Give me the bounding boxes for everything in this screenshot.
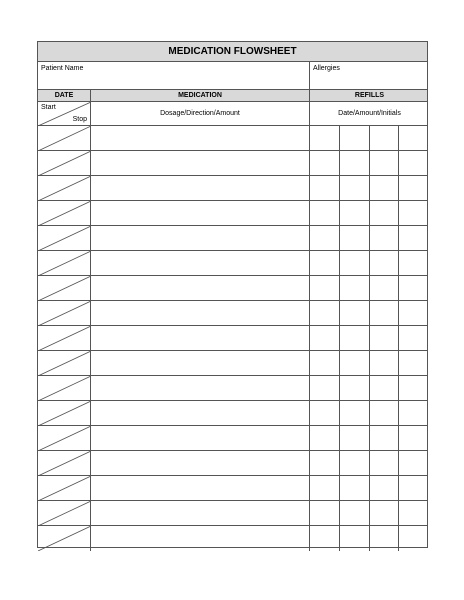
table-row (38, 176, 427, 201)
diagonal-divider (38, 326, 91, 351)
diagonal-divider (38, 276, 91, 301)
date-start-stop-cell[interactable] (38, 176, 91, 200)
subheader-dosage: Dosage/Direction/Amount (91, 102, 310, 125)
date-start-stop-cell[interactable] (38, 251, 91, 275)
table-row (38, 376, 427, 401)
refill-cell-4[interactable] (399, 201, 429, 225)
refill-cell-1[interactable] (310, 301, 340, 325)
diagonal-divider (38, 376, 91, 401)
refill-cell-4[interactable] (399, 326, 429, 350)
refill-cell-4[interactable] (399, 301, 429, 325)
column-header-row (38, 90, 427, 102)
refill-cell-3[interactable] (370, 401, 399, 425)
table-row (38, 151, 427, 176)
table-row (38, 301, 427, 326)
refill-cell-3[interactable] (370, 176, 399, 200)
refill-cell-4[interactable] (399, 501, 429, 525)
medication-cell[interactable] (91, 476, 310, 500)
refill-cell-1[interactable] (310, 526, 340, 551)
diagonal-divider (38, 526, 91, 551)
refill-cell-1[interactable] (310, 351, 340, 375)
refill-cell-4[interactable] (399, 451, 429, 475)
medication-cell[interactable] (91, 301, 310, 325)
refill-cell-3[interactable] (370, 151, 399, 175)
subheader-stop: Stop (72, 116, 87, 123)
date-start-stop-cell[interactable] (38, 201, 91, 225)
date-start-stop-cell[interactable] (38, 451, 91, 475)
diagonal-divider (38, 476, 91, 501)
table-row (38, 351, 427, 376)
refill-cell-1[interactable] (310, 126, 340, 150)
table-row (38, 226, 427, 251)
refill-cell-3[interactable] (370, 426, 399, 450)
refill-cell-4[interactable] (399, 126, 429, 150)
medication-cell[interactable] (91, 326, 310, 350)
entry-rows (38, 126, 427, 551)
diagonal-divider (38, 151, 91, 176)
medication-cell[interactable] (91, 501, 310, 525)
refill-cell-1[interactable] (310, 251, 340, 275)
refill-cell-1[interactable] (310, 176, 340, 200)
date-start-stop-cell[interactable] (38, 501, 91, 525)
diagonal-divider (38, 451, 91, 476)
refill-cell-4[interactable] (399, 526, 429, 551)
table-row (38, 501, 427, 526)
table-row (38, 251, 427, 276)
refill-cell-4[interactable] (399, 151, 429, 175)
medication-cell[interactable] (91, 126, 310, 150)
date-start-stop-cell[interactable] (38, 351, 91, 375)
refill-cell-1[interactable] (310, 151, 340, 175)
refill-cell-4[interactable] (399, 226, 429, 250)
date-start-stop-cell[interactable] (38, 401, 91, 425)
date-start-stop-cell[interactable] (38, 301, 91, 325)
refill-cell-3[interactable] (370, 201, 399, 225)
refill-cell-4[interactable] (399, 376, 429, 400)
table-row (38, 526, 427, 551)
refill-cell-3[interactable] (370, 501, 399, 525)
patient-name-label: Patient Name (41, 65, 84, 72)
refill-cell-2[interactable] (340, 151, 370, 175)
refill-cell-2[interactable] (340, 251, 370, 275)
refill-cell-4[interactable] (399, 401, 429, 425)
refill-cell-4[interactable] (399, 176, 429, 200)
diagonal-divider (38, 501, 91, 526)
refill-cell-3[interactable] (370, 226, 399, 250)
refill-cell-1[interactable] (310, 276, 340, 300)
refill-cell-3[interactable] (370, 251, 399, 275)
refill-cell-3[interactable] (370, 451, 399, 475)
medication-flowsheet-form (37, 41, 428, 548)
medication-cell[interactable] (91, 451, 310, 475)
table-row (38, 201, 427, 226)
table-row (38, 326, 427, 351)
refill-cell-2[interactable] (340, 301, 370, 325)
refill-cell-1[interactable] (310, 401, 340, 425)
diagonal-divider (38, 126, 91, 151)
refill-cell-1[interactable] (310, 501, 340, 525)
date-start-stop-cell[interactable] (38, 226, 91, 250)
refill-cell-4[interactable] (399, 276, 429, 300)
medication-cell[interactable] (91, 151, 310, 175)
refill-cell-1[interactable] (310, 226, 340, 250)
medication-cell[interactable] (91, 376, 310, 400)
refill-cell-2[interactable] (340, 126, 370, 150)
date-start-stop-cell[interactable] (38, 126, 91, 150)
allergies-field[interactable] (310, 62, 429, 89)
refill-cell-1[interactable] (310, 476, 340, 500)
refill-cell-1[interactable] (310, 201, 340, 225)
diagonal-divider (38, 201, 91, 226)
refill-cell-4[interactable] (399, 351, 429, 375)
medication-cell[interactable] (91, 351, 310, 375)
diagonal-divider (38, 351, 91, 376)
refill-cell-4[interactable] (399, 426, 429, 450)
refill-cell-2[interactable] (340, 326, 370, 350)
date-start-stop-cell[interactable] (38, 326, 91, 350)
table-row (38, 476, 427, 501)
date-start-stop-cell[interactable] (38, 526, 91, 551)
diagonal-divider (38, 226, 91, 251)
refill-cell-2[interactable] (340, 426, 370, 450)
header-refills: REFILLS (354, 92, 385, 99)
refill-cell-1[interactable] (310, 426, 340, 450)
medication-cell[interactable] (91, 226, 310, 250)
refill-cell-2[interactable] (340, 226, 370, 250)
table-row (38, 276, 427, 301)
refill-cell-1[interactable] (310, 326, 340, 350)
diagonal-divider (38, 301, 91, 326)
refill-cell-4[interactable] (399, 476, 429, 500)
subheader-refill-details: Date/Amount/Initials (338, 110, 401, 117)
form-title: MEDICATION FLOWSHEET (38, 42, 427, 62)
refill-cell-3[interactable] (370, 351, 399, 375)
refill-cell-3[interactable] (370, 376, 399, 400)
date-start-stop-cell[interactable] (38, 276, 91, 300)
medication-cell[interactable] (91, 426, 310, 450)
medication-cell[interactable] (91, 176, 310, 200)
refill-cell-2[interactable] (340, 201, 370, 225)
refill-cell-3[interactable] (370, 276, 399, 300)
allergies-label: Allergies (313, 65, 340, 72)
diagonal-divider (38, 251, 91, 276)
refill-cell-2[interactable] (340, 501, 370, 525)
table-row (38, 126, 427, 151)
refill-cell-3[interactable] (370, 126, 399, 150)
refill-cell-3[interactable] (370, 476, 399, 500)
diagonal-divider (38, 401, 91, 426)
subheader-start: Start (41, 104, 56, 111)
refill-cell-2[interactable] (340, 476, 370, 500)
header-date: DATE (38, 90, 91, 101)
table-row (38, 426, 427, 451)
refill-cell-2[interactable] (340, 451, 370, 475)
header-medication: MEDICATION (91, 90, 310, 101)
refill-cell-2[interactable] (340, 376, 370, 400)
refill-cell-2[interactable] (340, 276, 370, 300)
medication-cell[interactable] (91, 201, 310, 225)
refill-cell-4[interactable] (399, 251, 429, 275)
diagonal-divider (38, 426, 91, 451)
patient-name-field[interactable] (38, 62, 310, 89)
date-start-stop-cell[interactable] (38, 476, 91, 500)
refill-cell-3[interactable] (370, 526, 399, 551)
column-subheader-row (38, 102, 427, 126)
table-row (38, 401, 427, 426)
medication-cell[interactable] (91, 526, 310, 551)
medication-cell[interactable] (91, 276, 310, 300)
refill-cell-2[interactable] (340, 351, 370, 375)
refill-cell-2[interactable] (340, 176, 370, 200)
refill-cell-3[interactable] (370, 326, 399, 350)
diagonal-divider (38, 176, 91, 201)
subheader-start-stop (38, 102, 91, 125)
medication-cell[interactable] (91, 251, 310, 275)
date-start-stop-cell[interactable] (38, 151, 91, 175)
date-start-stop-cell[interactable] (38, 426, 91, 450)
table-row (38, 451, 427, 476)
refill-cell-2[interactable] (340, 526, 370, 551)
refill-cell-1[interactable] (310, 376, 340, 400)
medication-cell[interactable] (91, 401, 310, 425)
patient-info-row (38, 62, 427, 90)
date-start-stop-cell[interactable] (38, 376, 91, 400)
refill-cell-2[interactable] (340, 401, 370, 425)
refill-cell-3[interactable] (370, 301, 399, 325)
refill-cell-1[interactable] (310, 451, 340, 475)
